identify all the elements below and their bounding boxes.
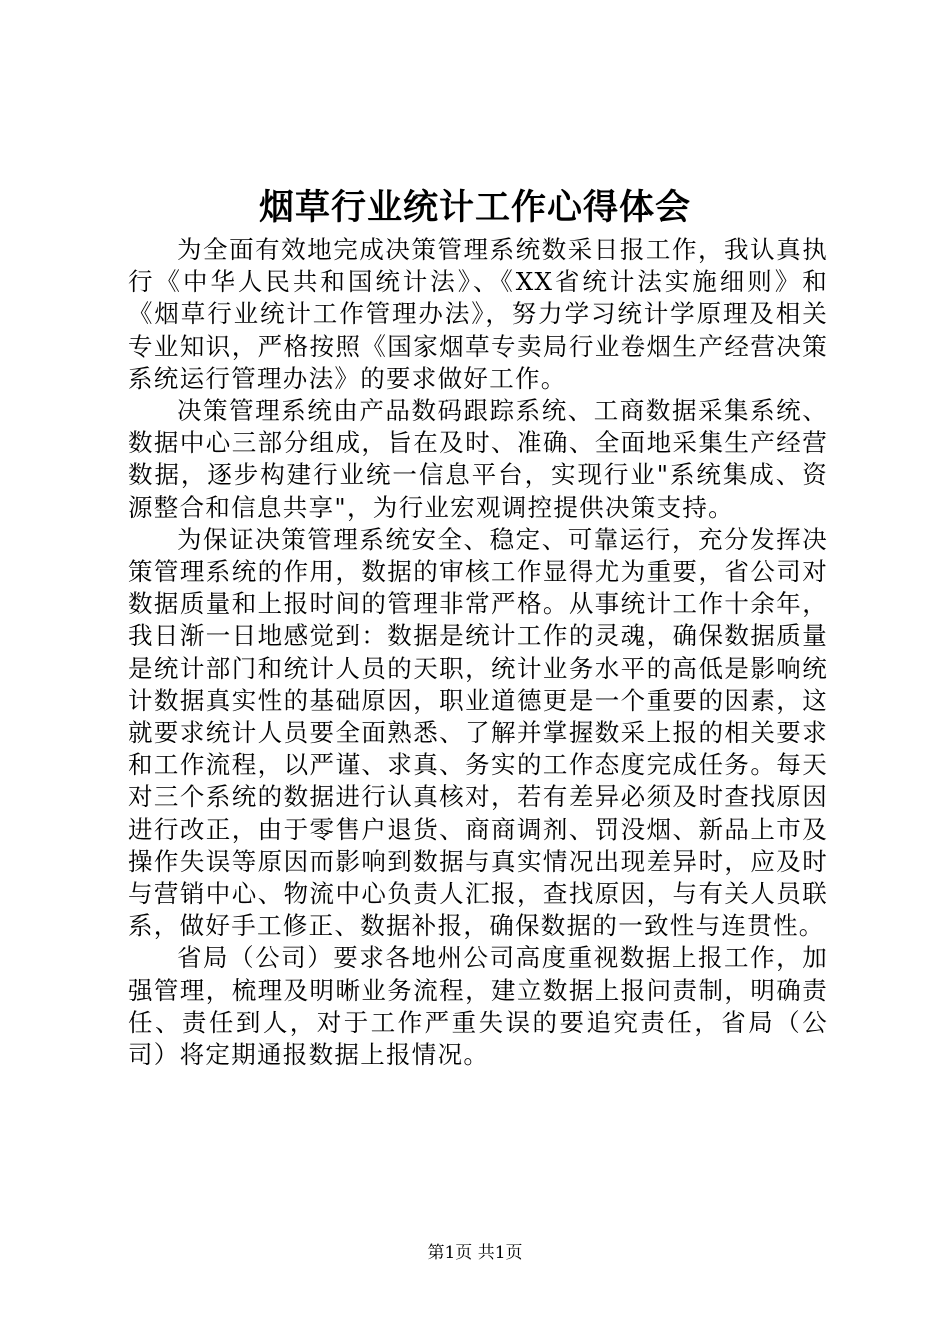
document-title: 烟草行业统计工作心得体会 (258, 187, 691, 228)
page-footer: 第1页 共1页 (427, 1243, 523, 1263)
document-body (128, 234, 828, 1071)
paragraph-4: 省局（公司）要求各地州公司高度重视数据上报工作，加强管理，梳理及明晰业务流程，建立数据上报问责制，明确责任、责任到人，对于工作严重失误的要追究责任，省局（公司）将定期通报数据上报情况。 (128, 943, 828, 1070)
paragraph-1: 为全面有效地完成决策管理系统数采日报工作，我认真执行《中华人民共和国统计法》、《XX省统计法实施细则》和《烟草行业统计工作管理办法》，努力学习统计学原理及相关专业知识，严格按照《国家烟草专卖局行业卷烟生产经营决策系统运行管理办法》的要求做好工作。 (128, 235, 828, 393)
paragraph-3: 为保证决策管理系统安全、稳定、可靠运行，充分发挥决策管理系统的作用，数据的审核工作显得尤为重要，省公司对数据质量和上报时间的管理非常严格。从事统计工作十余年，我日渐一日地感觉到：数据是统计工作的灵魂，确保数据质量是统计部门和统计人员的天职，统计业务水平的高低是影响统计数据真实性的基础原因，职业道德更是一个重要的因素，这就要求统计人员要全面熟悉、了解并掌握数采上报的相关要求和工作流程，以严谨、求真、务实的工作态度完成任务。每天对三个系统的数据进行认真核对，若有差异必须及时查找原因进行改正，由于零售户退货、商商调剂、罚没烟、新品上市及操作失误等原因而影响到数据与真实情况出现差异时，应及时与营销中心、物流中心负责人汇报，查找原因，与有关人员联系，做好手工修正、数据补报，确保数据的一致性与连贯性。 (128, 524, 828, 941)
paragraph-2: 决策管理系统由产品数码跟踪系统、工商数据采集系统、数据中心三部分组成，旨在及时、准确、全面地采集生产经营数据，逐步构建行业统一信息平台，实现行业"系统集成、资源整合和信息共享"，为行业宏观调控提供决策支持。 (128, 396, 828, 522)
